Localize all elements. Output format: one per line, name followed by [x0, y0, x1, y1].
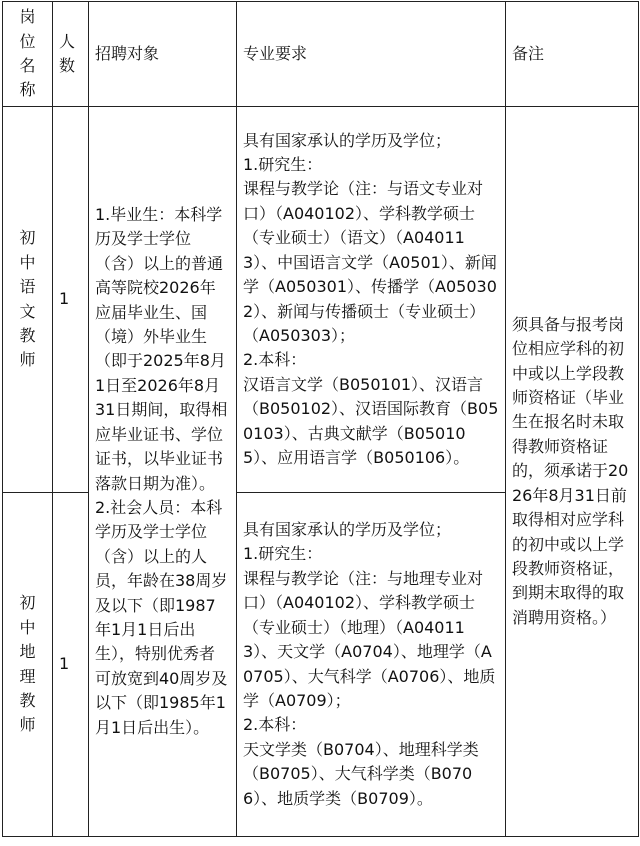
- req-grad-text: 课程与教学论（注：与地理专业对口）（A040102）、学科教学硕士（专业硕士）（地理）（A040113）、天文学（A0704）、地理学（A0705）、大气科学（A0706）、地质学（A0709）；: [243, 568, 496, 710]
- post-name-geography: 初中地理教师: [3, 493, 53, 837]
- post-name-chinese: 初中语文教师: [3, 107, 53, 493]
- requirement-geography: [237, 493, 506, 837]
- header-post-name: 岗位名称: [3, 2, 53, 107]
- req-grad-text: 课程与教学论（注：与语文专业对口）（A040102）、学科教学硕士（专业硕士）（语文）（A040113）、中国语言文学（A0501）、新闻学（A050301）、传播学（A050302）、新闻与传播硕士（专业硕士）（A050303）；: [243, 179, 497, 345]
- header-requirement: 专业要求: [237, 2, 506, 107]
- req-ug-title: 2.本科：: [243, 350, 307, 370]
- header-count: 人数: [53, 2, 89, 107]
- note-cell: 须具备与报考岗位相应学科的初中或以上学段教师资格证（毕业生在报名时未取得教师资格证的，须承诺于2026年8月31日前取得相对应学科的初中或以上学段教师资格证，到期末取得的取消聘用资格。）: [506, 107, 639, 837]
- req-ug-title: 2.本科：: [243, 715, 307, 735]
- table-row-chinese-teacher: [3, 107, 639, 493]
- recruitment-table: [2, 1, 639, 837]
- req-grad-title: 1.研究生：: [243, 155, 323, 175]
- recruitment-target-cell: [89, 107, 237, 837]
- header-row: [3, 2, 639, 107]
- count-geography: 1: [53, 493, 89, 837]
- count-chinese: 1: [53, 107, 89, 493]
- header-note: 备注: [506, 2, 639, 107]
- req-ug-text: 天文学类（B0704）、地理科学类（B0705）、大气科学类（B0706）、地质学类（B0709）。: [243, 739, 479, 808]
- req-intro: 具有国家承认的学历及学位；: [243, 130, 452, 150]
- header-target: 招聘对象: [89, 2, 237, 107]
- target-graduates: 1.毕业生：本科学历及学士学位（含）以上的普通高等院校2026年应届毕业生、国（境）外毕业生（即于2025年8月1日至2026年8月31日期间，取得相应毕业证书、学位证书，以毕业证书落款日期为准）。: [95, 205, 228, 493]
- requirement-chinese: [237, 107, 506, 493]
- target-social: 2.社会人员：本科学历及学士学位（含）以上的人员，年龄在38周岁及以下（即1987年1月1日后出生），特别优秀者可放宽到40周岁及以下（即1985年1月1日后出生）。: [95, 497, 228, 737]
- req-intro: 具有国家承认的学历及学位；: [243, 520, 452, 540]
- req-ug-text: 汉语言文学（B050101）、汉语言（B050102）、汉语国际教育（B050103）、古典文献学（B050105）、应用语言学（B050106）。: [243, 374, 499, 467]
- req-grad-title: 1.研究生：: [243, 544, 323, 564]
